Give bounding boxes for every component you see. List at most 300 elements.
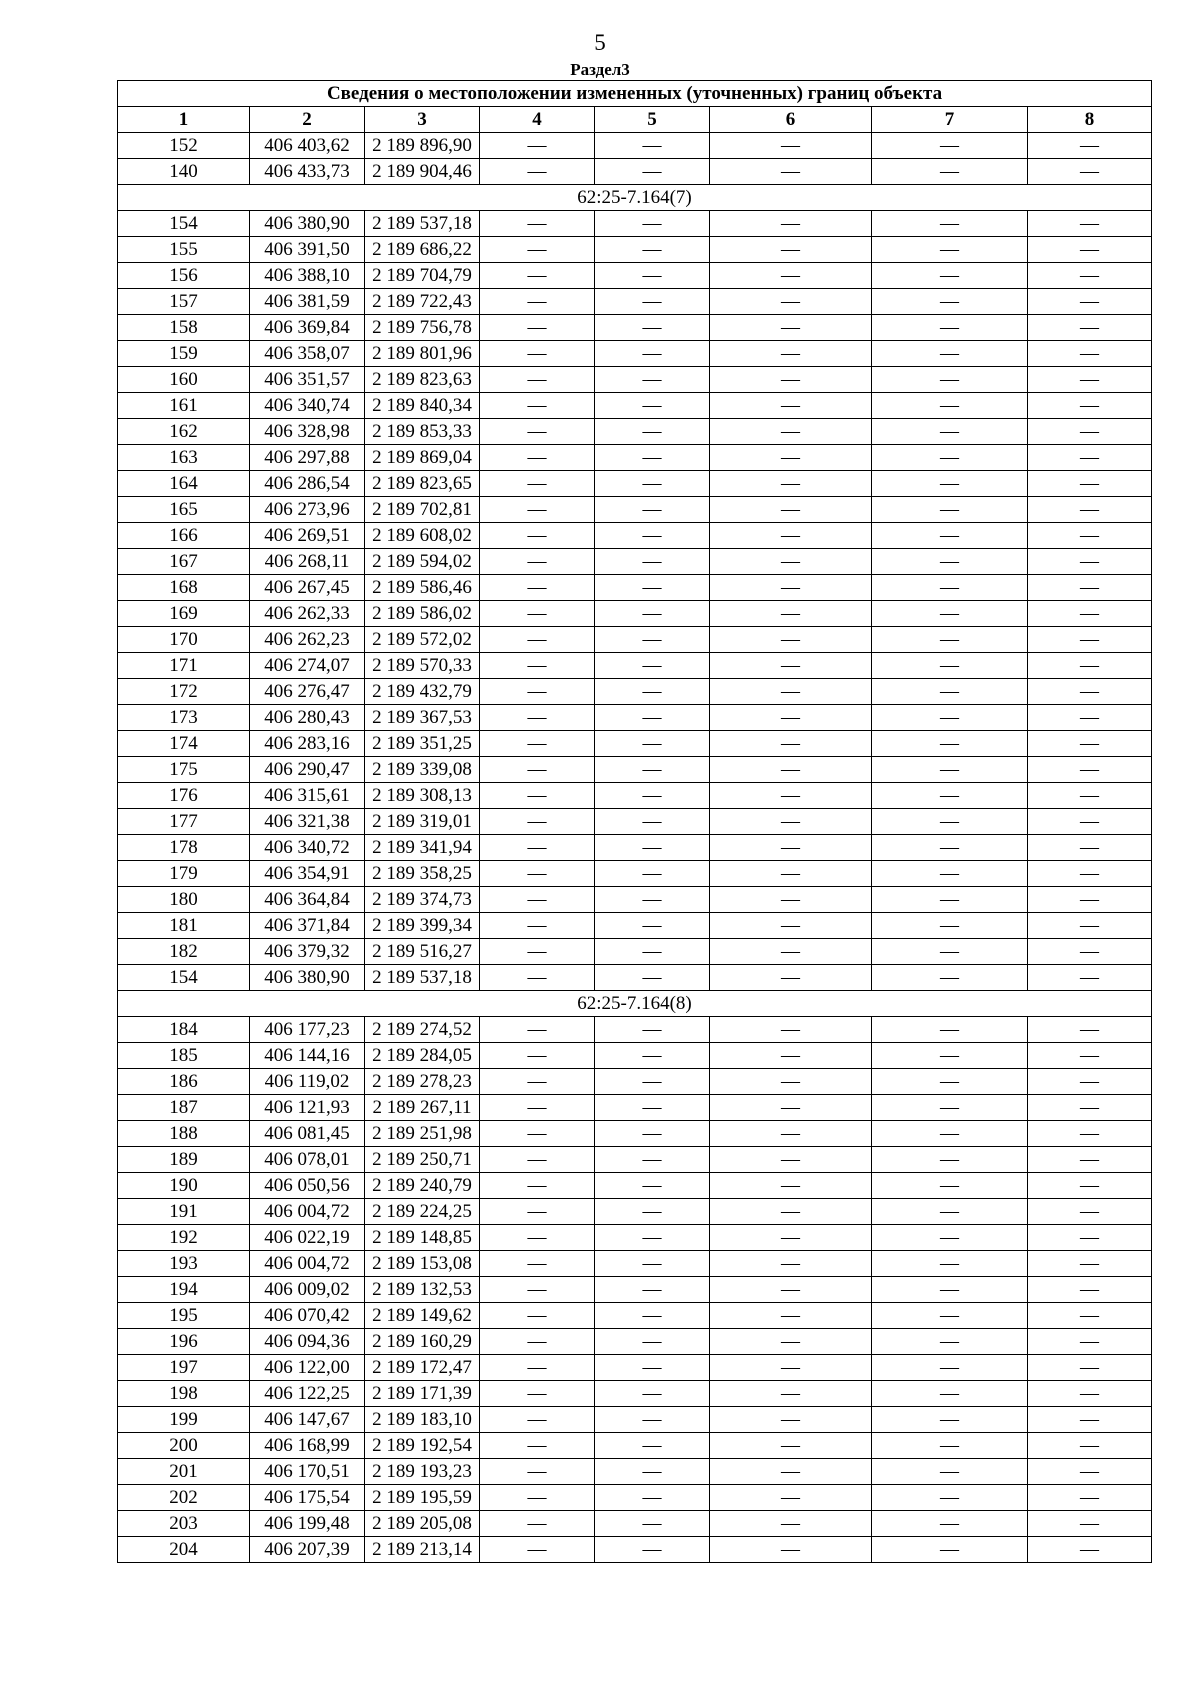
empty-cell-col-4: — xyxy=(480,445,595,471)
y-coordinate-cell: 2 189 608,02 xyxy=(365,523,480,549)
y-coordinate-cell: 2 189 153,08 xyxy=(365,1251,480,1277)
x-coordinate-cell: 406 168,99 xyxy=(250,1433,365,1459)
y-coordinate-cell: 2 189 594,02 xyxy=(365,549,480,575)
empty-cell-col-7: — xyxy=(872,887,1028,913)
group-label: 62:25-7.164(8) xyxy=(118,991,1152,1017)
empty-cell-col-4: — xyxy=(480,419,595,445)
y-coordinate-cell: 2 189 339,08 xyxy=(365,757,480,783)
empty-cell-col-6: — xyxy=(710,1511,872,1537)
empty-cell-col-8: — xyxy=(1028,965,1152,991)
y-coordinate-cell: 2 189 537,18 xyxy=(365,965,480,991)
empty-cell-col-6: — xyxy=(710,1329,872,1355)
table-row xyxy=(118,1433,1152,1459)
empty-cell-col-5: — xyxy=(595,939,710,965)
x-coordinate-cell: 406 380,90 xyxy=(250,211,365,237)
empty-cell-col-7: — xyxy=(872,133,1028,159)
x-coordinate-cell: 406 122,25 xyxy=(250,1381,365,1407)
empty-cell-col-4: — xyxy=(480,1459,595,1485)
empty-cell-col-8: — xyxy=(1028,835,1152,861)
point-number-cell: 162 xyxy=(118,419,250,445)
group-row xyxy=(118,991,1152,1017)
y-coordinate-cell: 2 189 853,33 xyxy=(365,419,480,445)
empty-cell-col-7: — xyxy=(872,1017,1028,1043)
table-row xyxy=(118,367,1152,393)
table-row xyxy=(118,523,1152,549)
table-row xyxy=(118,1381,1152,1407)
y-coordinate-cell: 2 189 351,25 xyxy=(365,731,480,757)
empty-cell-col-5: — xyxy=(595,1459,710,1485)
point-number-cell: 186 xyxy=(118,1069,250,1095)
empty-cell-col-6: — xyxy=(710,393,872,419)
x-coordinate-cell: 406 274,07 xyxy=(250,653,365,679)
empty-cell-col-7: — xyxy=(872,1537,1028,1563)
empty-cell-col-6: — xyxy=(710,1199,872,1225)
point-number-cell: 168 xyxy=(118,575,250,601)
empty-cell-col-8: — xyxy=(1028,1511,1152,1537)
point-number-cell: 152 xyxy=(118,133,250,159)
table-row xyxy=(118,1095,1152,1121)
empty-cell-col-8: — xyxy=(1028,705,1152,731)
y-coordinate-cell: 2 189 172,47 xyxy=(365,1355,480,1381)
empty-cell-col-4: — xyxy=(480,1069,595,1095)
table-title-row xyxy=(118,81,1152,107)
empty-cell-col-8: — xyxy=(1028,575,1152,601)
point-number-cell: 190 xyxy=(118,1173,250,1199)
column-header: 1 xyxy=(118,107,250,133)
empty-cell-col-6: — xyxy=(710,471,872,497)
y-coordinate-cell: 2 189 224,25 xyxy=(365,1199,480,1225)
empty-cell-col-5: — xyxy=(595,783,710,809)
empty-cell-col-8: — xyxy=(1028,627,1152,653)
empty-cell-col-4: — xyxy=(480,627,595,653)
point-number-cell: 187 xyxy=(118,1095,250,1121)
y-coordinate-cell: 2 189 278,23 xyxy=(365,1069,480,1095)
point-number-cell: 172 xyxy=(118,679,250,705)
empty-cell-col-7: — xyxy=(872,783,1028,809)
table-row xyxy=(118,653,1152,679)
empty-cell-col-4: — xyxy=(480,1511,595,1537)
y-coordinate-cell: 2 189 801,96 xyxy=(365,341,480,367)
empty-cell-col-7: — xyxy=(872,549,1028,575)
empty-cell-col-7: — xyxy=(872,913,1028,939)
empty-cell-col-5: — xyxy=(595,965,710,991)
empty-cell-col-7: — xyxy=(872,341,1028,367)
empty-cell-col-5: — xyxy=(595,497,710,523)
table-row xyxy=(118,1173,1152,1199)
empty-cell-col-7: — xyxy=(872,939,1028,965)
point-number-cell: 178 xyxy=(118,835,250,861)
empty-cell-col-4: — xyxy=(480,575,595,601)
y-coordinate-cell: 2 189 756,78 xyxy=(365,315,480,341)
empty-cell-col-6: — xyxy=(710,1173,872,1199)
point-number-cell: 164 xyxy=(118,471,250,497)
point-number-cell: 194 xyxy=(118,1277,250,1303)
x-coordinate-cell: 406 004,72 xyxy=(250,1251,365,1277)
empty-cell-col-4: — xyxy=(480,1017,595,1043)
y-coordinate-cell: 2 189 160,29 xyxy=(365,1329,480,1355)
table-row xyxy=(118,1147,1152,1173)
empty-cell-col-8: — xyxy=(1028,393,1152,419)
empty-cell-col-7: — xyxy=(872,1121,1028,1147)
empty-cell-col-7: — xyxy=(872,1381,1028,1407)
empty-cell-col-6: — xyxy=(710,159,872,185)
empty-cell-col-6: — xyxy=(710,419,872,445)
x-coordinate-cell: 406 381,59 xyxy=(250,289,365,315)
empty-cell-col-5: — xyxy=(595,1485,710,1511)
y-coordinate-cell: 2 189 722,43 xyxy=(365,289,480,315)
point-number-cell: 200 xyxy=(118,1433,250,1459)
empty-cell-col-6: — xyxy=(710,1537,872,1563)
empty-cell-col-8: — xyxy=(1028,783,1152,809)
empty-cell-col-6: — xyxy=(710,1251,872,1277)
group-row xyxy=(118,185,1152,211)
point-number-cell: 184 xyxy=(118,1017,250,1043)
table-row xyxy=(118,445,1152,471)
y-coordinate-cell: 2 189 572,02 xyxy=(365,627,480,653)
x-coordinate-cell: 406 081,45 xyxy=(250,1121,365,1147)
empty-cell-col-4: — xyxy=(480,965,595,991)
y-coordinate-cell: 2 189 274,52 xyxy=(365,1017,480,1043)
empty-cell-col-4: — xyxy=(480,497,595,523)
empty-cell-col-5: — xyxy=(595,341,710,367)
point-number-cell: 159 xyxy=(118,341,250,367)
x-coordinate-cell: 406 433,73 xyxy=(250,159,365,185)
empty-cell-col-8: — xyxy=(1028,133,1152,159)
empty-cell-col-7: — xyxy=(872,1329,1028,1355)
table-title: Сведения о местоположении измененных (уточненных) границ объекта xyxy=(118,81,1152,107)
empty-cell-col-6: — xyxy=(710,731,872,757)
x-coordinate-cell: 406 286,54 xyxy=(250,471,365,497)
point-number-cell: 165 xyxy=(118,497,250,523)
empty-cell-col-5: — xyxy=(595,1225,710,1251)
empty-cell-col-4: — xyxy=(480,731,595,757)
empty-cell-col-7: — xyxy=(872,1459,1028,1485)
y-coordinate-cell: 2 189 193,23 xyxy=(365,1459,480,1485)
y-coordinate-cell: 2 189 686,22 xyxy=(365,237,480,263)
empty-cell-col-8: — xyxy=(1028,757,1152,783)
table-body xyxy=(118,133,1152,1563)
empty-cell-col-5: — xyxy=(595,1095,710,1121)
empty-cell-col-5: — xyxy=(595,1043,710,1069)
empty-cell-col-6: — xyxy=(710,965,872,991)
empty-cell-col-6: — xyxy=(710,1381,872,1407)
table-row xyxy=(118,549,1152,575)
column-header-row xyxy=(118,107,1152,133)
empty-cell-col-6: — xyxy=(710,601,872,627)
empty-cell-col-5: — xyxy=(595,601,710,627)
x-coordinate-cell: 406 199,48 xyxy=(250,1511,365,1537)
table-row xyxy=(118,263,1152,289)
empty-cell-col-6: — xyxy=(710,783,872,809)
empty-cell-col-5: — xyxy=(595,419,710,445)
table-row xyxy=(118,1459,1152,1485)
empty-cell-col-8: — xyxy=(1028,1017,1152,1043)
y-coordinate-cell: 2 189 183,10 xyxy=(365,1407,480,1433)
empty-cell-col-8: — xyxy=(1028,549,1152,575)
empty-cell-col-4: — xyxy=(480,601,595,627)
point-number-cell: 198 xyxy=(118,1381,250,1407)
empty-cell-col-8: — xyxy=(1028,1069,1152,1095)
empty-cell-col-6: — xyxy=(710,679,872,705)
x-coordinate-cell: 406 280,43 xyxy=(250,705,365,731)
empty-cell-col-5: — xyxy=(595,237,710,263)
point-number-cell: 177 xyxy=(118,809,250,835)
page-number: 5 xyxy=(594,30,606,55)
table-row xyxy=(118,1017,1152,1043)
empty-cell-col-8: — xyxy=(1028,939,1152,965)
empty-cell-col-5: — xyxy=(595,1537,710,1563)
table-row xyxy=(118,627,1152,653)
table-row xyxy=(118,965,1152,991)
empty-cell-col-7: — xyxy=(872,1199,1028,1225)
table-row xyxy=(118,731,1152,757)
y-coordinate-cell: 2 189 367,53 xyxy=(365,705,480,731)
x-coordinate-cell: 406 380,90 xyxy=(250,965,365,991)
empty-cell-col-4: — xyxy=(480,1173,595,1199)
empty-cell-col-4: — xyxy=(480,1251,595,1277)
empty-cell-col-7: — xyxy=(872,497,1028,523)
empty-cell-col-8: — xyxy=(1028,913,1152,939)
empty-cell-col-7: — xyxy=(872,1407,1028,1433)
x-coordinate-cell: 406 170,51 xyxy=(250,1459,365,1485)
empty-cell-col-4: — xyxy=(480,133,595,159)
y-coordinate-cell: 2 189 399,34 xyxy=(365,913,480,939)
x-coordinate-cell: 406 078,01 xyxy=(250,1147,365,1173)
empty-cell-col-8: — xyxy=(1028,1433,1152,1459)
x-coordinate-cell: 406 119,02 xyxy=(250,1069,365,1095)
empty-cell-col-6: — xyxy=(710,263,872,289)
empty-cell-col-8: — xyxy=(1028,211,1152,237)
empty-cell-col-5: — xyxy=(595,1381,710,1407)
empty-cell-col-7: — xyxy=(872,1069,1028,1095)
empty-cell-col-7: — xyxy=(872,601,1028,627)
table-row xyxy=(118,159,1152,185)
y-coordinate-cell: 2 189 148,85 xyxy=(365,1225,480,1251)
empty-cell-col-6: — xyxy=(710,913,872,939)
table-row xyxy=(118,341,1152,367)
y-coordinate-cell: 2 189 195,59 xyxy=(365,1485,480,1511)
empty-cell-col-6: — xyxy=(710,341,872,367)
empty-cell-col-4: — xyxy=(480,367,595,393)
y-coordinate-cell: 2 189 869,04 xyxy=(365,445,480,471)
x-coordinate-cell: 406 371,84 xyxy=(250,913,365,939)
empty-cell-col-5: — xyxy=(595,1017,710,1043)
empty-cell-col-6: — xyxy=(710,497,872,523)
y-coordinate-cell: 2 189 149,62 xyxy=(365,1303,480,1329)
empty-cell-col-4: — xyxy=(480,237,595,263)
empty-cell-col-8: — xyxy=(1028,367,1152,393)
empty-cell-col-8: — xyxy=(1028,1381,1152,1407)
empty-cell-col-8: — xyxy=(1028,1407,1152,1433)
empty-cell-col-8: — xyxy=(1028,653,1152,679)
x-coordinate-cell: 406 328,98 xyxy=(250,419,365,445)
empty-cell-col-4: — xyxy=(480,1277,595,1303)
y-coordinate-cell: 2 189 702,81 xyxy=(365,497,480,523)
empty-cell-col-8: — xyxy=(1028,263,1152,289)
empty-cell-col-4: — xyxy=(480,1303,595,1329)
empty-cell-col-4: — xyxy=(480,887,595,913)
empty-cell-col-7: — xyxy=(872,289,1028,315)
point-number-cell: 181 xyxy=(118,913,250,939)
empty-cell-col-4: — xyxy=(480,341,595,367)
y-coordinate-cell: 2 189 704,79 xyxy=(365,263,480,289)
empty-cell-col-8: — xyxy=(1028,809,1152,835)
empty-cell-col-7: — xyxy=(872,1147,1028,1173)
empty-cell-col-8: — xyxy=(1028,601,1152,627)
empty-cell-col-6: — xyxy=(710,1095,872,1121)
empty-cell-col-5: — xyxy=(595,1433,710,1459)
x-coordinate-cell: 406 403,62 xyxy=(250,133,365,159)
empty-cell-col-7: — xyxy=(872,237,1028,263)
x-coordinate-cell: 406 283,16 xyxy=(250,731,365,757)
y-coordinate-cell: 2 189 284,05 xyxy=(365,1043,480,1069)
table-row xyxy=(118,1043,1152,1069)
x-coordinate-cell: 406 050,56 xyxy=(250,1173,365,1199)
empty-cell-col-5: — xyxy=(595,159,710,185)
empty-cell-col-5: — xyxy=(595,315,710,341)
table-row xyxy=(118,1121,1152,1147)
empty-cell-col-5: — xyxy=(595,1199,710,1225)
point-number-cell: 167 xyxy=(118,549,250,575)
point-number-cell: 189 xyxy=(118,1147,250,1173)
empty-cell-col-5: — xyxy=(595,211,710,237)
column-header: 7 xyxy=(872,107,1028,133)
empty-cell-col-4: — xyxy=(480,1355,595,1381)
table-row xyxy=(118,237,1152,263)
x-coordinate-cell: 406 379,32 xyxy=(250,939,365,965)
empty-cell-col-5: — xyxy=(595,133,710,159)
empty-cell-col-6: — xyxy=(710,861,872,887)
empty-cell-col-8: — xyxy=(1028,497,1152,523)
empty-cell-col-4: — xyxy=(480,1537,595,1563)
table-row xyxy=(118,1329,1152,1355)
table-row xyxy=(118,289,1152,315)
empty-cell-col-8: — xyxy=(1028,1043,1152,1069)
empty-cell-col-5: — xyxy=(595,1303,710,1329)
empty-cell-col-8: — xyxy=(1028,471,1152,497)
empty-cell-col-8: — xyxy=(1028,341,1152,367)
empty-cell-col-4: — xyxy=(480,1095,595,1121)
empty-cell-col-6: — xyxy=(710,445,872,471)
empty-cell-col-7: — xyxy=(872,523,1028,549)
empty-cell-col-5: — xyxy=(595,757,710,783)
x-coordinate-cell: 406 262,23 xyxy=(250,627,365,653)
x-coordinate-cell: 406 147,67 xyxy=(250,1407,365,1433)
empty-cell-col-6: — xyxy=(710,1017,872,1043)
empty-cell-col-8: — xyxy=(1028,1251,1152,1277)
empty-cell-col-5: — xyxy=(595,861,710,887)
empty-cell-col-7: — xyxy=(872,263,1028,289)
empty-cell-col-8: — xyxy=(1028,1459,1152,1485)
empty-cell-col-7: — xyxy=(872,861,1028,887)
empty-cell-col-6: — xyxy=(710,627,872,653)
point-number-cell: 169 xyxy=(118,601,250,627)
empty-cell-col-8: — xyxy=(1028,1277,1152,1303)
empty-cell-col-6: — xyxy=(710,757,872,783)
empty-cell-col-4: — xyxy=(480,1225,595,1251)
point-number-cell: 192 xyxy=(118,1225,250,1251)
point-number-cell: 204 xyxy=(118,1537,250,1563)
empty-cell-col-4: — xyxy=(480,263,595,289)
table-row xyxy=(118,887,1152,913)
empty-cell-col-6: — xyxy=(710,133,872,159)
point-number-cell: 185 xyxy=(118,1043,250,1069)
empty-cell-col-5: — xyxy=(595,809,710,835)
empty-cell-col-7: — xyxy=(872,627,1028,653)
empty-cell-col-4: — xyxy=(480,549,595,575)
empty-cell-col-7: — xyxy=(872,1433,1028,1459)
x-coordinate-cell: 406 321,38 xyxy=(250,809,365,835)
coordinates-table xyxy=(117,80,1152,1563)
empty-cell-col-8: — xyxy=(1028,1355,1152,1381)
empty-cell-col-5: — xyxy=(595,1407,710,1433)
point-number-cell: 140 xyxy=(118,159,250,185)
x-coordinate-cell: 406 297,88 xyxy=(250,445,365,471)
y-coordinate-cell: 2 189 341,94 xyxy=(365,835,480,861)
y-coordinate-cell: 2 189 132,53 xyxy=(365,1277,480,1303)
empty-cell-col-8: — xyxy=(1028,419,1152,445)
empty-cell-col-5: — xyxy=(595,1147,710,1173)
x-coordinate-cell: 406 351,57 xyxy=(250,367,365,393)
empty-cell-col-5: — xyxy=(595,1355,710,1381)
y-coordinate-cell: 2 189 586,02 xyxy=(365,601,480,627)
empty-cell-col-7: — xyxy=(872,1173,1028,1199)
empty-cell-col-7: — xyxy=(872,1277,1028,1303)
point-number-cell: 182 xyxy=(118,939,250,965)
point-number-cell: 201 xyxy=(118,1459,250,1485)
empty-cell-col-4: — xyxy=(480,1043,595,1069)
empty-cell-col-6: — xyxy=(710,1407,872,1433)
empty-cell-col-4: — xyxy=(480,913,595,939)
empty-cell-col-7: — xyxy=(872,471,1028,497)
empty-cell-col-4: — xyxy=(480,1329,595,1355)
empty-cell-col-4: — xyxy=(480,861,595,887)
empty-cell-col-6: — xyxy=(710,939,872,965)
table-row xyxy=(118,861,1152,887)
table-row xyxy=(118,497,1152,523)
empty-cell-col-8: — xyxy=(1028,1199,1152,1225)
empty-cell-col-7: — xyxy=(872,159,1028,185)
empty-cell-col-6: — xyxy=(710,887,872,913)
empty-cell-col-7: — xyxy=(872,1225,1028,1251)
x-coordinate-cell: 406 340,72 xyxy=(250,835,365,861)
x-coordinate-cell: 406 388,10 xyxy=(250,263,365,289)
empty-cell-col-5: — xyxy=(595,289,710,315)
table-row xyxy=(118,1303,1152,1329)
empty-cell-col-6: — xyxy=(710,575,872,601)
y-coordinate-cell: 2 189 267,11 xyxy=(365,1095,480,1121)
empty-cell-col-5: — xyxy=(595,575,710,601)
y-coordinate-cell: 2 189 570,33 xyxy=(365,653,480,679)
point-number-cell: 163 xyxy=(118,445,250,471)
y-coordinate-cell: 2 189 308,13 xyxy=(365,783,480,809)
empty-cell-col-6: — xyxy=(710,315,872,341)
y-coordinate-cell: 2 189 192,54 xyxy=(365,1433,480,1459)
empty-cell-col-6: — xyxy=(710,289,872,315)
point-number-cell: 193 xyxy=(118,1251,250,1277)
y-coordinate-cell: 2 189 374,73 xyxy=(365,887,480,913)
point-number-cell: 156 xyxy=(118,263,250,289)
x-coordinate-cell: 406 315,61 xyxy=(250,783,365,809)
point-number-cell: 176 xyxy=(118,783,250,809)
empty-cell-col-6: — xyxy=(710,1043,872,1069)
column-header: 5 xyxy=(595,107,710,133)
empty-cell-col-5: — xyxy=(595,887,710,913)
empty-cell-col-6: — xyxy=(710,653,872,679)
empty-cell-col-7: — xyxy=(872,653,1028,679)
empty-cell-col-5: — xyxy=(595,549,710,575)
x-coordinate-cell: 406 122,00 xyxy=(250,1355,365,1381)
